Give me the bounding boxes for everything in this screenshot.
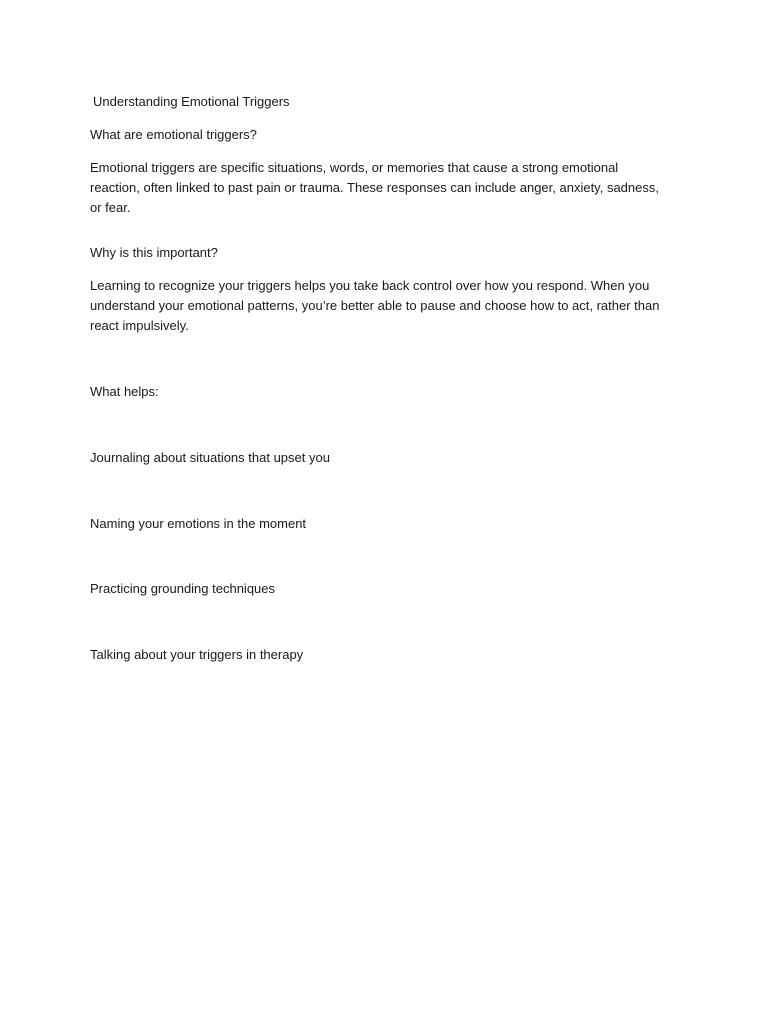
section-answer: Emotional triggers are specific situations, words, or memories that cause a strong emotional reaction, often linked to past pain or trauma. These responses can include anger, anxiety, sadness, or fear. <box>90 160 659 215</box>
section-question: Why is this important? <box>90 245 218 260</box>
section-answer: Learning to recognize your triggers helps you take back control over how you respond. When you understand your emotional patterns, you’re better able to pause and choose how to act, rather than react impulsively. <box>90 278 660 333</box>
help-item: Journaling about situations that upset you <box>90 450 330 465</box>
help-item: Naming your emotions in the moment <box>90 516 307 531</box>
help-item: Practicing grounding techniques <box>90 581 276 596</box>
document-title: Understanding Emotional Triggers <box>93 94 290 109</box>
section-question: What are emotional triggers? <box>90 127 257 142</box>
help-item: Talking about your triggers in therapy <box>90 647 304 662</box>
helps-heading: What helps: <box>90 384 159 399</box>
